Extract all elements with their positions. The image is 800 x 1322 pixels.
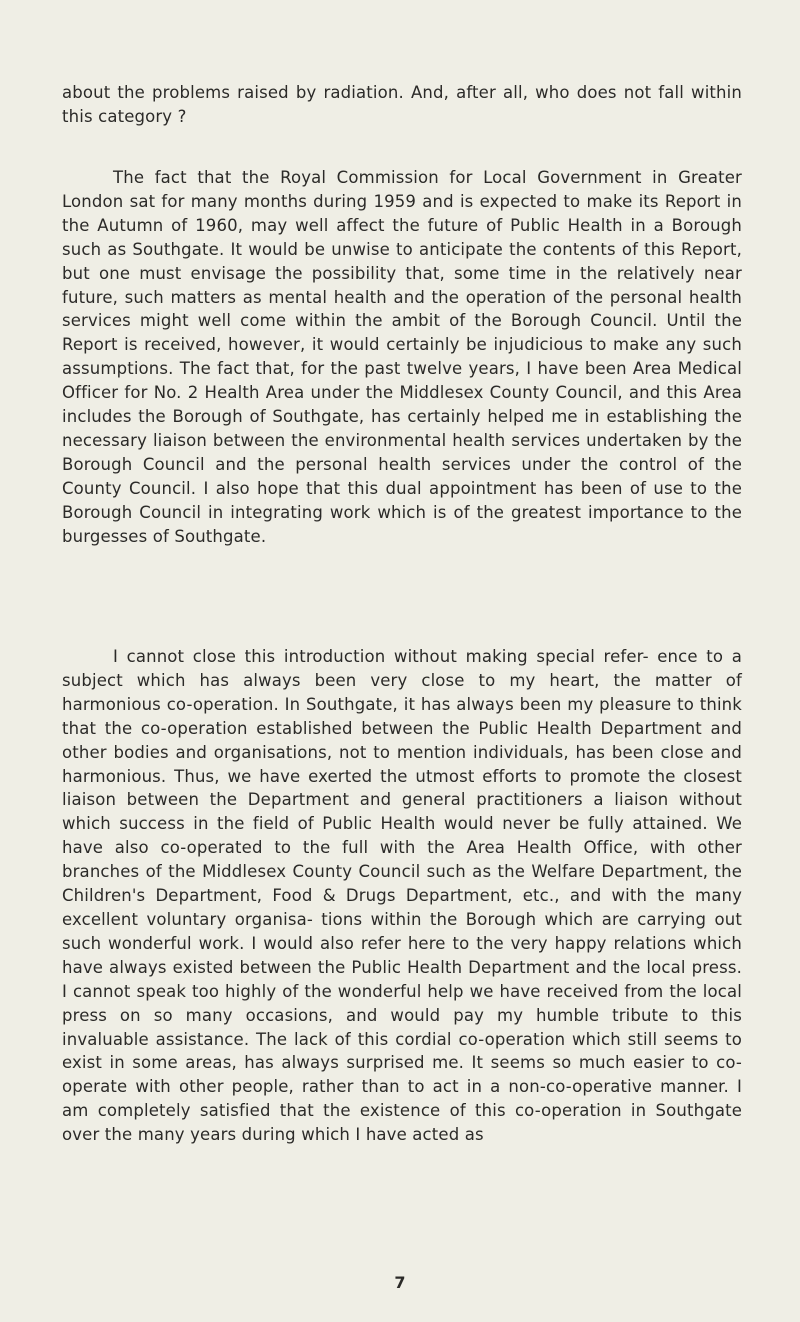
paragraph-royal-commission (62, 166, 742, 549)
paragraph-continuation (62, 81, 742, 129)
paragraph-co-operation (62, 645, 742, 1147)
paragraph-text: I cannot close this introduction without making special refer- ence to a subject which has always been very close to my heart, the matter of harmonious co-operation. In Southgate, it has always been my pleasure to think that the co-operation established between the Public Health Department and other bodies and organisations, not to mention individuals, has been close and harmonious. Thus, we have exerted the utmost efforts to promote the closest liaison between the Department and general practitioners a liaison without which success in the field of Public Health would never be fully attained. We have also co-operated to the full with the Area Health Office, with other branches of the Middlesex County Council such as the Welfare Department, the Children's Department, Food & Drugs Department, etc., and with the many excellent voluntary organisa- tions within the Borough which are carrying out such wonderful work. I would also refer here to the very happy relations which have always existed between the Public Health Department and the local press. I cannot speak too highly of the wonderful help we have received from the local press on so many occasions, and would pay my humble tribute to this invaluable assistance. The lack of this cordial co-operation which still seems to exist in some areas, has always surprised me. It seems so much easier to co-operate with other people, rather than to act in a non-co-operative manner. I am completely satisfied that the existence of this co-operation in Southgate over the many years during which I have acted as (62, 647, 742, 1145)
page-number: 7 (394, 1273, 406, 1292)
paragraph-text: The fact that the Royal Commission for Local Government in Greater London sat for many months during 1959 and is expected to make its Report in the Autumn of 1960, may well affect the future of Public Health in a Borough such as Southgate. It would be unwise to anticipate the contents of this Report, but one must envisage the possibility that, some time in the relatively near future, such matters as mental health and the operation of the personal health services might well come within the ambit of the Borough Council. Until the Report is received, however, it would certainly be injudicious to make any such assumptions. The fact that, for the past twelve years, I have been Area Medical Officer for No. 2 Health Area under the Middlesex County Council, and this Area includes the Borough of Southgate, has certainly helped me in establishing the necessary liaison between the environmental health services undertaken by the Borough Council and the personal health services under the control of the County Council. I also hope that this dual appointment has been of use to the Borough Council in integrating work which is of the greatest importance to the burgesses of Southgate. (62, 168, 742, 546)
paragraph-text: about the problems raised by radiation. And, after all, who does not fall within this category ? (62, 83, 742, 126)
